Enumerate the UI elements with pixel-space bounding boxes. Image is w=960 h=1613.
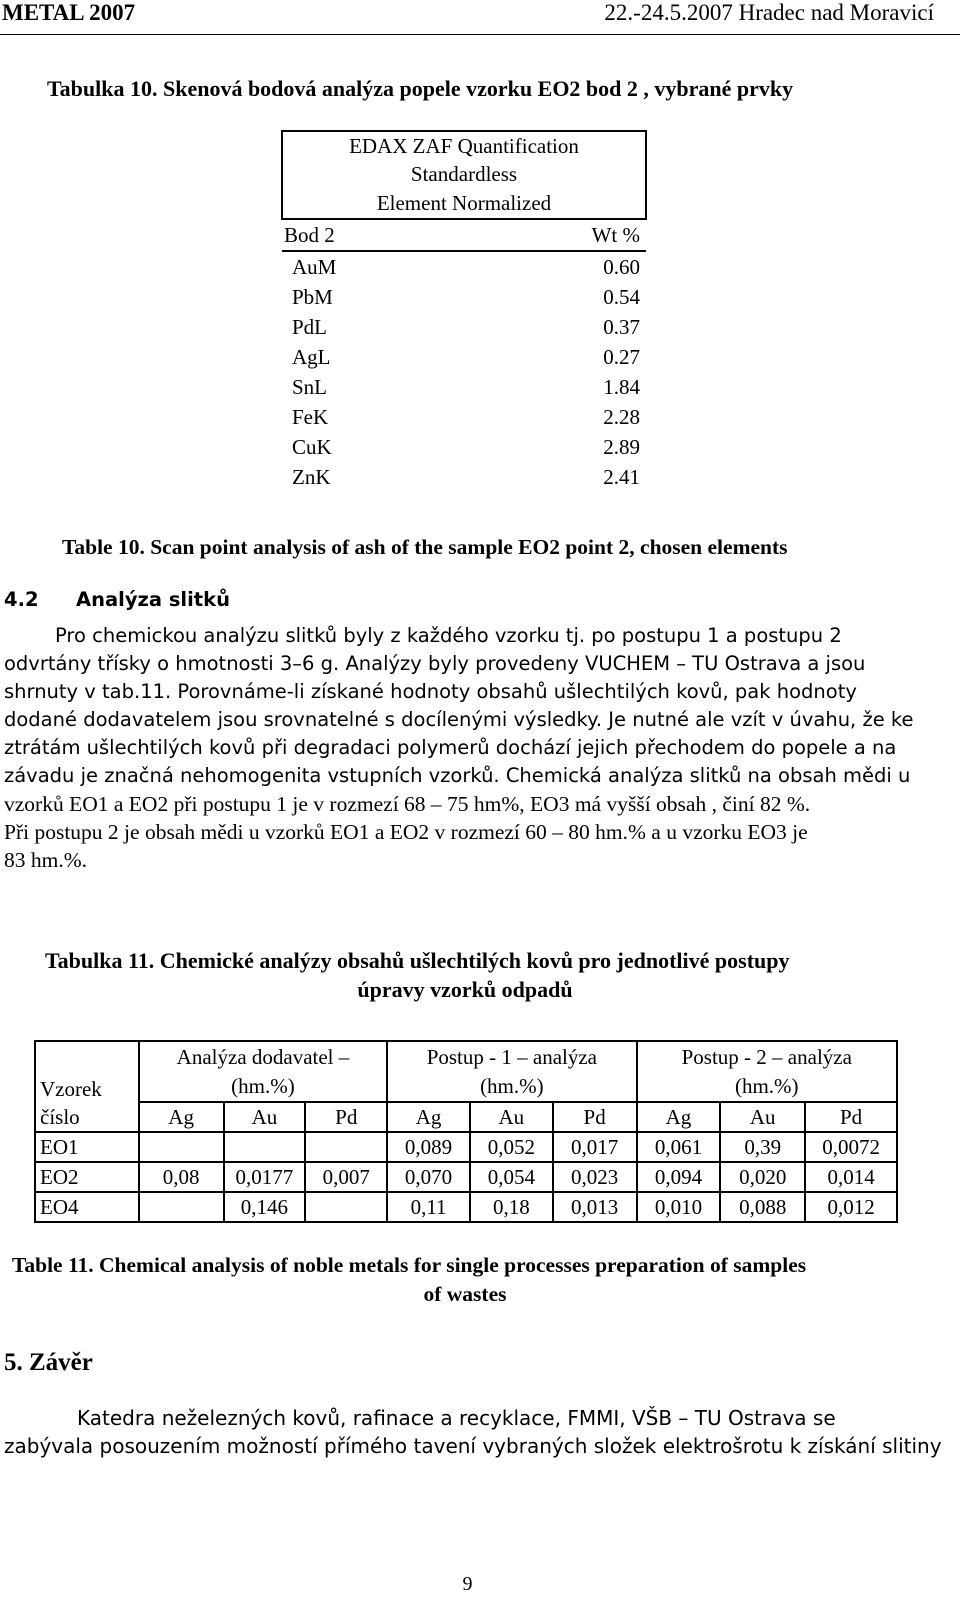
table10-element: CuK xyxy=(292,435,332,459)
table11-cell: 0,010 xyxy=(637,1192,721,1222)
table10-element: AgL xyxy=(292,345,331,369)
table11-cell: 0,18 xyxy=(470,1192,553,1222)
table11-cell: 0,023 xyxy=(553,1162,637,1192)
section42-line: vzorků EO1 a EO2 při postupu 1 je v rozmezí 68 – 75 hm%, EO3 má vyšší obsah , činí 82 %. xyxy=(4,792,811,816)
table11-caption-en-line1: Table 11. Chemical analysis of noble metals for single processes preparation of samples xyxy=(12,1253,807,1277)
table10-caption-cz: Tabulka 10. Skenová bodová analýza popele vzorku EO2 bod 2 , vybrané prvky xyxy=(47,76,794,101)
table11-subcol: Ag xyxy=(139,1102,224,1132)
table10-element: ZnK xyxy=(292,465,331,489)
section42-line: 83 hm.%. xyxy=(4,848,88,872)
section42-line: závadu je značná nehomogenita vstupních vzorků. Chemická analýza slitků na obsah mědi u xyxy=(4,764,911,787)
section5-line1: Katedra neželezných kovů, rafinace a recyklace, FMMI, VŠB – TU Ostrava se xyxy=(77,1406,836,1430)
table11-cell: 0,012 xyxy=(805,1192,897,1222)
table11-subcol: Pd xyxy=(305,1102,387,1132)
table11-cell: 0,007 xyxy=(305,1162,387,1192)
table10-title-line2: Standardless xyxy=(282,160,646,188)
table-row xyxy=(282,282,646,312)
table10-element: AuM xyxy=(292,255,337,279)
table10-element: PdL xyxy=(292,315,328,339)
table11-group-process2-unit: (hm.%) xyxy=(637,1072,897,1103)
table11-cell xyxy=(224,1132,306,1162)
page-number: 9 xyxy=(462,1573,473,1595)
table11-cell: 0,014 xyxy=(805,1162,897,1192)
table10-caption-en: Table 10. Scan point analysis of ash of the sample EO2 point 2, chosen elements xyxy=(62,535,788,559)
header-divider xyxy=(0,34,960,35)
header-date-place: 22.-24.5.2007 Hradec nad Moravicí xyxy=(604,0,934,25)
table10-value: 2.28 xyxy=(603,405,640,429)
table10-value: 0.54 xyxy=(603,285,640,309)
table11-sample: EO4 xyxy=(35,1192,139,1222)
table11-cell: 0,054 xyxy=(470,1162,553,1192)
table10-title-line3: Element Normalized xyxy=(282,188,646,219)
table11-cell: 0,39 xyxy=(720,1132,805,1162)
table11-cell xyxy=(139,1192,224,1222)
table-row xyxy=(282,251,646,282)
table10-title-line1: EDAX ZAF Quantification xyxy=(282,131,646,160)
table11-caption-cz-line2: úpravy vzorků odpadů xyxy=(357,977,573,1002)
table10-value: 2.89 xyxy=(603,435,640,459)
table11-subcol: Au xyxy=(720,1102,805,1132)
table-row xyxy=(282,432,646,462)
section42-title: Analýza slitků xyxy=(76,588,230,611)
table11-cell: 0,0177 xyxy=(224,1162,306,1192)
table11-group-supplier-unit: (hm.%) xyxy=(139,1072,387,1103)
table11-group-process2: Postup - 2 – analýza xyxy=(637,1041,897,1072)
table11-cell: 0,08 xyxy=(139,1162,224,1192)
table-row xyxy=(35,1192,897,1222)
table11 xyxy=(34,1040,898,1223)
table10 xyxy=(281,130,647,492)
table11-cell: 0,088 xyxy=(720,1192,805,1222)
table11-subcol: Au xyxy=(470,1102,553,1132)
table11-cell: 0,070 xyxy=(387,1162,470,1192)
table10-value: 1.84 xyxy=(603,375,640,399)
section42-line: ztrátám ušlechtilých kovů při degradaci polymerů dochází jejich přechodem do popele a na xyxy=(4,736,897,759)
table11-cell: 0,0072 xyxy=(805,1132,897,1162)
table10-value: 0.27 xyxy=(603,345,640,369)
table11-subcol: Pd xyxy=(553,1102,637,1132)
table-row xyxy=(282,312,646,342)
table11-subcol: Ag xyxy=(637,1102,721,1132)
table-row xyxy=(282,462,646,492)
table10-value: 2.41 xyxy=(603,465,640,489)
table11-cell: 0,11 xyxy=(387,1192,470,1222)
section42-line: shrnuty v tab.11. Porovnáme-li získané hodnoty obsahů ušlechtilých kovů, pak hodnoty xyxy=(4,680,857,703)
table11-sample: EO1 xyxy=(35,1132,139,1162)
table11-cell: 0,094 xyxy=(637,1162,721,1192)
table11-cell: 0,020 xyxy=(720,1162,805,1192)
table11-group-process1-unit: (hm.%) xyxy=(387,1072,636,1103)
header-title: METAL 2007 xyxy=(2,0,136,25)
table11-caption-en-line2: of wastes xyxy=(423,1282,507,1306)
section42-line: Pro chemickou analýzu slitků byly z každého vzorku tj. po postupu 1 a postupu 2 xyxy=(55,624,842,647)
table11-caption-cz-line1: Tabulka 11. Chemické analýzy obsahů ušlechtilých kovů pro jednotlivé postupy xyxy=(45,948,790,973)
section42-line: odvrtány třísky o hmotnosti 3–6 g. Analýzy byly provedeny VUCHEM – TU Ostrava a jsou xyxy=(4,652,866,675)
table11-subcol: Ag xyxy=(387,1102,470,1132)
table-row xyxy=(282,342,646,372)
table11-sample: EO2 xyxy=(35,1162,139,1192)
section42-line: Při postupu 2 je obsah mědi u vzorků EO1 a EO2 v rozmezí 60 – 80 hm.% a u vzorku EO3 je xyxy=(4,820,808,844)
table10-element: SnL xyxy=(292,375,328,399)
table10-element: PbM xyxy=(292,285,333,309)
table-row xyxy=(282,372,646,402)
table11-head-sample: Vzorek xyxy=(35,1041,139,1102)
table11-cell xyxy=(139,1132,224,1162)
table11-cell: 0,017 xyxy=(553,1132,637,1162)
table-row xyxy=(35,1132,897,1162)
table11-subcol: Au xyxy=(224,1102,306,1132)
table10-value: 0.60 xyxy=(603,255,640,279)
table10-col-point: Bod 2 xyxy=(282,219,464,251)
section42-line: dodané dodavatelem jsou srovnatelné s docílenými výsledky. Je nutné ale vzít v úvahu, že ke xyxy=(4,708,914,731)
table11-cell xyxy=(305,1132,387,1162)
section5-title: 5. Závěr xyxy=(4,1349,93,1376)
table11-head-number: číslo xyxy=(35,1102,139,1132)
table11-cell: 0,061 xyxy=(637,1132,721,1162)
section5-line2: zabývala posouzením možností přímého tavení vybraných složek elektrošrotu k získání slitiny xyxy=(4,1434,942,1458)
section42-number: 4.2 xyxy=(4,588,39,611)
table11-cell xyxy=(305,1192,387,1222)
table10-value: 0.37 xyxy=(603,315,640,339)
table11-group-process1: Postup - 1 – analýza xyxy=(387,1041,636,1072)
table11-group-supplier: Analýza dodavatel – xyxy=(139,1041,387,1072)
table11-subcol: Pd xyxy=(805,1102,897,1132)
table10-element: FeK xyxy=(292,405,329,429)
table11-cell: 0,146 xyxy=(224,1192,306,1222)
table11-cell: 0,052 xyxy=(470,1132,553,1162)
table10-col-wt: Wt % xyxy=(464,219,646,251)
table-row xyxy=(282,402,646,432)
table11-cell: 0,089 xyxy=(387,1132,470,1162)
table11-cell: 0,013 xyxy=(553,1192,637,1222)
table-row xyxy=(35,1162,897,1192)
